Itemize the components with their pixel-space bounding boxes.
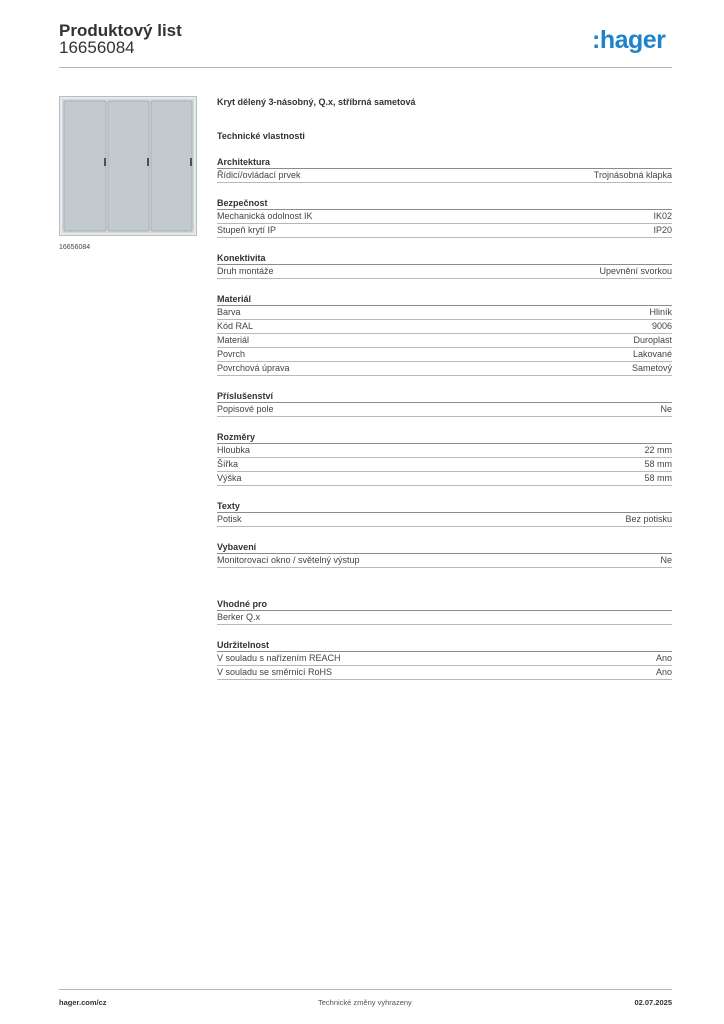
spec-label: Monitorovací okno / světelný výstup xyxy=(217,555,360,565)
spec-value: Ne xyxy=(660,555,672,565)
spec-value: 22 mm xyxy=(644,445,672,455)
spec-value: 58 mm xyxy=(644,459,672,469)
document-title: Produktový list xyxy=(59,21,182,40)
spec-group-title: Konektivita xyxy=(217,252,672,265)
spec-row xyxy=(217,403,672,417)
spec-group xyxy=(217,431,672,486)
spec-label: V souladu se směrnicí RoHS xyxy=(217,667,333,677)
spec-group xyxy=(217,252,672,279)
spec-group xyxy=(217,598,672,625)
spec-group-title: Architektura xyxy=(217,156,672,169)
spec-group xyxy=(217,156,672,183)
spec-value: Trojnásobná klapka xyxy=(593,170,672,180)
spec-value: 9006 xyxy=(651,321,672,331)
image-caption: 16656084 xyxy=(59,244,91,251)
spec-value: 58 mm xyxy=(644,473,672,483)
spec-label: Povrchová úprava xyxy=(217,363,290,373)
spec-group xyxy=(217,197,672,238)
spec-label: Výška xyxy=(217,473,242,483)
spec-group xyxy=(217,500,672,527)
spec-row xyxy=(217,611,672,625)
spec-value: Ano xyxy=(655,653,672,663)
spec-value: Sametový xyxy=(631,363,672,373)
spec-value: IK02 xyxy=(653,211,672,221)
product-code: 16656084 xyxy=(59,38,135,57)
spec-group xyxy=(217,293,672,376)
spec-value: Hliník xyxy=(649,307,672,317)
spec-label: Stupeň krytí IP xyxy=(217,225,277,235)
product-image xyxy=(59,96,197,236)
spec-label: Druh montáže xyxy=(217,266,274,276)
spec-row xyxy=(217,169,672,183)
extra-groups xyxy=(217,598,672,680)
tech-properties-heading: Technické vlastnosti xyxy=(217,131,305,141)
spec-value: Lakované xyxy=(632,349,672,359)
spec-label: Šířka xyxy=(217,459,239,469)
footer-website[interactable]: hager.com/cz xyxy=(59,998,107,1007)
spec-row xyxy=(217,652,672,666)
spec-group-title: Udržitelnost xyxy=(217,639,672,652)
header-divider xyxy=(59,67,672,68)
spec-value: Upevnění svorkou xyxy=(599,266,672,276)
spec-group-title: Bezpečnost xyxy=(217,197,672,210)
spec-groups xyxy=(217,156,672,568)
spec-label: Hloubka xyxy=(217,445,251,455)
spec-group xyxy=(217,541,672,568)
spec-label: Kód RAL xyxy=(217,321,254,331)
spec-label: V souladu s nařízením REACH xyxy=(217,653,341,663)
spec-row xyxy=(217,224,672,238)
spec-group xyxy=(217,639,672,680)
spec-row xyxy=(217,348,672,362)
spec-group xyxy=(217,390,672,417)
spec-group-title: Rozměry xyxy=(217,431,672,444)
spec-value: Bez potisku xyxy=(625,514,672,524)
spec-value: Ne xyxy=(660,404,672,414)
spec-row xyxy=(217,265,672,279)
spec-row xyxy=(217,554,672,568)
spec-group-title: Materiál xyxy=(217,293,672,306)
spec-label: Popisové pole xyxy=(217,404,274,414)
spec-row xyxy=(217,320,672,334)
spec-group-title: Vybavení xyxy=(217,541,672,554)
hager-logo xyxy=(592,26,674,54)
spec-row xyxy=(217,334,672,348)
section-spacer xyxy=(217,568,672,590)
spec-row xyxy=(217,444,672,458)
footer-notice: Technické změny vyhrazeny xyxy=(318,998,412,1007)
spec-row xyxy=(217,472,672,486)
spec-group-title: Vhodné pro xyxy=(217,598,672,611)
spec-value: Ano xyxy=(655,667,672,677)
spec-row xyxy=(217,513,672,527)
spec-label: Materiál xyxy=(217,335,250,345)
product-name: Kryt dělený 3-násobný, Q.x, stříbrná sametová xyxy=(217,97,416,107)
spec-row xyxy=(217,458,672,472)
spec-label: Berker Q.x xyxy=(217,612,261,622)
spec-row xyxy=(217,306,672,320)
spec-label: Potisk xyxy=(217,514,242,524)
spec-group-title: Texty xyxy=(217,500,672,513)
spec-value: Duroplast xyxy=(633,335,672,345)
spec-row xyxy=(217,666,672,680)
footer-date: 02.07.2025 xyxy=(634,998,672,1007)
footer-divider xyxy=(59,989,672,990)
spec-label: Barva xyxy=(217,307,241,317)
spec-row xyxy=(217,362,672,376)
spec-row xyxy=(217,210,672,224)
logo-text: :hager xyxy=(592,26,666,54)
spec-label: Řídicí/ovládací prvek xyxy=(217,170,301,180)
spec-content xyxy=(217,96,672,680)
spec-value: IP20 xyxy=(653,225,672,235)
spec-group-title: Příslušenství xyxy=(217,390,672,403)
spec-label: Povrch xyxy=(217,349,246,359)
spec-label: Mechanická odolnost IK xyxy=(217,211,313,221)
